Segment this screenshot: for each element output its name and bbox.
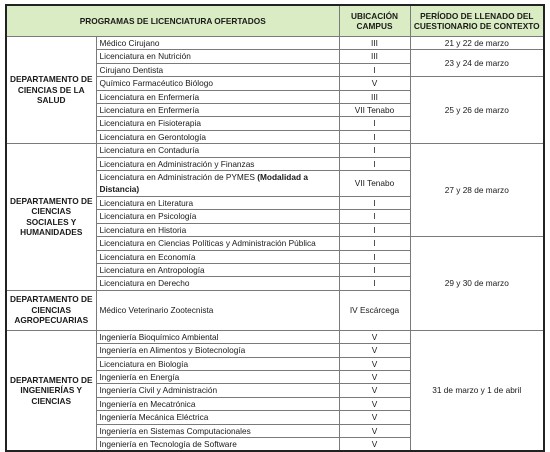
table-header-row — [6, 5, 544, 37]
campus-cell: III — [339, 37, 410, 50]
period-cell: 21 y 22 de marzo — [410, 37, 544, 50]
program-cell: Licenciatura en Ciencias Políticas y Administración Pública — [96, 237, 339, 250]
table-row — [6, 144, 544, 157]
program-cell: Ingeniería en Tecnología de Software — [96, 437, 339, 451]
campus-cell: I — [339, 237, 410, 250]
campus-cell: III — [339, 50, 410, 63]
campus-cell: V — [339, 77, 410, 90]
campus-cell: V — [339, 370, 410, 383]
header-programs: PROGRAMAS DE LICENCIATURA OFERTADOS — [6, 5, 339, 37]
header-period: PERÍODO DE LLENADO DEL CUESTIONARIO DE CONTEXTO — [410, 5, 544, 37]
campus-cell: V — [339, 344, 410, 357]
program-cell: Licenciatura en Nutrición — [96, 50, 339, 63]
campus-cell: I — [339, 196, 410, 209]
campus-cell: V — [339, 384, 410, 397]
campus-cell: VII Tenabo — [339, 104, 410, 117]
campus-cell: V — [339, 437, 410, 451]
department-social: DEPARTAMENTO DE CIENCIAS SOCIALES Y HUMANIDADES — [6, 144, 96, 290]
program-cell: Licenciatura en Historia — [96, 223, 339, 236]
header-campus: UBICACIÓN CAMPUS — [339, 5, 410, 37]
program-cell: Licenciatura en Enfermería — [96, 90, 339, 103]
program-text: Licenciatura en Administración de PYMES — [99, 172, 255, 183]
program-cell: Ingeniería en Energía — [96, 370, 339, 383]
campus-cell: I — [339, 263, 410, 276]
department-agro: DEPARTAMENTO DE CIENCIAS AGROPECUARIAS — [6, 290, 96, 330]
program-cell: Médico Cirujano — [96, 37, 339, 50]
department-health: DEPARTAMENTO DE CIENCIAS DE LA SALUD — [6, 37, 96, 144]
program-modality: (Modalidad a Distancia) — [99, 172, 308, 195]
programs-table — [5, 4, 545, 452]
campus-cell: I — [339, 144, 410, 157]
program-cell: Ingeniería en Alimentos y Biotecnología — [96, 344, 339, 357]
period-cell: 29 y 30 de marzo — [410, 237, 544, 331]
campus-cell: V — [339, 411, 410, 424]
period-cell: 25 y 26 de marzo — [410, 77, 544, 144]
period-cell: 31 de marzo y 1 de abril — [410, 330, 544, 451]
campus-cell: IV Escárcega — [339, 290, 410, 330]
program-cell: Licenciatura en Derecho — [96, 277, 339, 290]
campus-cell: V — [339, 330, 410, 343]
campus-cell: VII Tenabo — [339, 171, 410, 197]
program-cell: Licenciatura en Literatura — [96, 196, 339, 209]
campus-cell: I — [339, 157, 410, 170]
program-cell — [96, 171, 339, 197]
campus-cell: I — [339, 117, 410, 130]
campus-cell: V — [339, 424, 410, 437]
program-cell: Licenciatura en Economía — [96, 250, 339, 263]
campus-cell: I — [339, 250, 410, 263]
program-cell: Cirujano Dentista — [96, 63, 339, 76]
campus-cell: I — [339, 63, 410, 76]
table-row — [6, 37, 544, 50]
program-cell: Licenciatura en Antropología — [96, 263, 339, 276]
campus-cell: V — [339, 397, 410, 410]
program-cell: Licenciatura en Enfermería — [96, 104, 339, 117]
table-row — [6, 330, 544, 343]
program-cell: Químico Farmacéutico Biólogo — [96, 77, 339, 90]
program-cell: Ingeniería Civil y Administración — [96, 384, 339, 397]
campus-cell: III — [339, 90, 410, 103]
campus-cell: I — [339, 223, 410, 236]
program-cell: Licenciatura en Psicología — [96, 210, 339, 223]
campus-cell: I — [339, 130, 410, 143]
program-cell: Licenciatura en Contaduría — [96, 144, 339, 157]
campus-cell: V — [339, 357, 410, 370]
department-engineering: DEPARTAMENTO DE INGENIERÍAS Y CIENCIAS — [6, 330, 96, 451]
period-cell: 23 y 24 de marzo — [410, 50, 544, 77]
campus-cell: I — [339, 277, 410, 290]
program-cell: Ingeniería en Mecatrónica — [96, 397, 339, 410]
program-cell: Ingeniería Bioquímico Ambiental — [96, 330, 339, 343]
program-cell: Licenciatura en Fisioterapia — [96, 117, 339, 130]
period-cell: 27 y 28 de marzo — [410, 144, 544, 237]
program-cell: Licenciatura en Gerontología — [96, 130, 339, 143]
program-cell: Ingeniería Mecánica Eléctrica — [96, 411, 339, 424]
campus-cell: I — [339, 210, 410, 223]
program-cell: Licenciatura en Administración y Finanzas — [96, 157, 339, 170]
program-cell: Licenciatura en Biología — [96, 357, 339, 370]
program-cell: Médico Veterinario Zootecnista — [96, 290, 339, 330]
program-cell: Ingeniería en Sistemas Computacionales — [96, 424, 339, 437]
